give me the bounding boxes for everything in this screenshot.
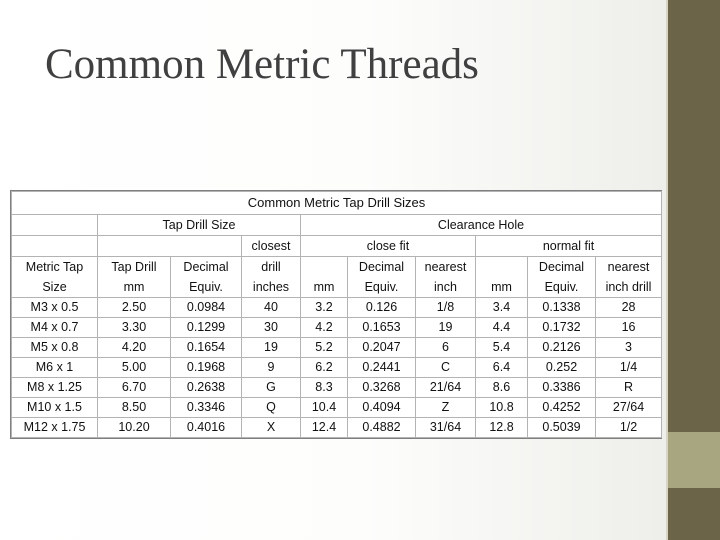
table-cell: 40	[242, 298, 301, 318]
header-blank-cell	[98, 236, 242, 257]
table-cell: 5.2	[301, 338, 348, 358]
tap-drill-table	[11, 191, 662, 438]
table-cell: 0.3346	[171, 398, 242, 418]
column-header-line-1: nearest	[424, 260, 467, 274]
table-row	[12, 298, 662, 318]
table-cell: 8.50	[98, 398, 171, 418]
table-cell: 6	[416, 338, 476, 358]
column-header	[98, 257, 171, 298]
table-row	[12, 378, 662, 398]
group-header-normal-fit: normal fit	[476, 236, 662, 257]
table-cell: C	[416, 358, 476, 378]
table-cell: 0.2126	[528, 338, 596, 358]
table-cell: 19	[242, 338, 301, 358]
table-cell: 16	[596, 318, 662, 338]
table-row	[12, 338, 662, 358]
table-cell: 0.4016	[171, 418, 242, 438]
side-decoration-bar	[666, 0, 720, 540]
table-cell: 0.2047	[348, 338, 416, 358]
table-cell: 1/8	[416, 298, 476, 318]
column-header-line-1	[301, 257, 347, 277]
column-header	[12, 257, 98, 298]
table-row	[12, 358, 662, 378]
table-caption-row	[12, 192, 662, 215]
table-cell: 0.252	[528, 358, 596, 378]
header-blank-cell	[12, 215, 98, 236]
table-cell: 5.4	[476, 338, 528, 358]
group-header-tap-drill: Tap Drill Size	[98, 215, 301, 236]
column-header-line-2: mm	[313, 280, 335, 294]
table-cell: 19	[416, 318, 476, 338]
table-cell: 0.1653	[348, 318, 416, 338]
table-cell: 0.1968	[171, 358, 242, 378]
table-cell: Z	[416, 398, 476, 418]
table-cell: X	[242, 418, 301, 438]
table-group-row-2	[12, 236, 662, 257]
group-header-close-fit: close fit	[301, 236, 476, 257]
column-header-line-2: mm	[123, 280, 145, 294]
tap-drill-table-frame	[10, 190, 662, 439]
table-cell: 31/64	[416, 418, 476, 438]
column-header-line-2: Equiv.	[189, 280, 223, 294]
table-cell: 0.1338	[528, 298, 596, 318]
table-cell: 6.70	[98, 378, 171, 398]
side-bar-accent-block	[668, 432, 720, 488]
table-cell: 4.20	[98, 338, 171, 358]
column-header-line-1: Metric Tap	[25, 260, 84, 274]
table-cell: 5.00	[98, 358, 171, 378]
table-cell: 3.2	[301, 298, 348, 318]
table-cell: 0.2638	[171, 378, 242, 398]
table-cell: 8.3	[301, 378, 348, 398]
table-cell: 3	[596, 338, 662, 358]
table-cell: 0.1732	[528, 318, 596, 338]
table-group-row-1	[12, 215, 662, 236]
column-header-line-2: mm	[491, 280, 512, 294]
table-cell: 28	[596, 298, 662, 318]
table-cell: 0.3386	[528, 378, 596, 398]
table-cell: 2.50	[98, 298, 171, 318]
table-cell: 10.8	[476, 398, 528, 418]
column-header-line-1	[476, 257, 527, 277]
table-caption: Common Metric Tap Drill Sizes	[12, 192, 662, 215]
table-row	[12, 398, 662, 418]
header-blank-cell	[12, 236, 98, 257]
column-header-line-1: Tap Drill	[111, 260, 157, 274]
column-header-line-1: Decimal	[358, 260, 405, 274]
table-column-header-row	[12, 257, 662, 298]
table-cell: 3.4	[476, 298, 528, 318]
table-cell: 0.2441	[348, 358, 416, 378]
table-cell: 0.126	[348, 298, 416, 318]
table-cell: M3 x 0.5	[12, 298, 98, 318]
table-cell: 9	[242, 358, 301, 378]
table-cell: 0.5039	[528, 418, 596, 438]
table-cell: 12.4	[301, 418, 348, 438]
column-header-line-2: Equiv.	[544, 280, 579, 294]
table-cell: M10 x 1.5	[12, 398, 98, 418]
table-cell: G	[242, 378, 301, 398]
column-header-line-1: Decimal	[538, 260, 585, 274]
column-header-line-2: inches	[252, 280, 290, 294]
table-cell: 4.4	[476, 318, 528, 338]
table-cell: 10.4	[301, 398, 348, 418]
table-cell: M6 x 1	[12, 358, 98, 378]
table-cell: 27/64	[596, 398, 662, 418]
column-header-line-2: Size	[42, 280, 67, 294]
table-cell: 0.1299	[171, 318, 242, 338]
column-header-line-2: inch drill	[605, 280, 652, 294]
table-cell: 0.4094	[348, 398, 416, 418]
column-header-line-1: Decimal	[183, 260, 229, 274]
table-cell: M12 x 1.75	[12, 418, 98, 438]
column-header-line-1: drill	[261, 260, 281, 274]
table-cell: 12.8	[476, 418, 528, 438]
group-header-closest: closest	[242, 236, 301, 257]
column-header	[416, 257, 476, 298]
table-cell: 4.2	[301, 318, 348, 338]
column-header	[528, 257, 596, 298]
table-cell: 0.4882	[348, 418, 416, 438]
group-header-clearance: Clearance Hole	[301, 215, 662, 236]
table-cell: M8 x 1.25	[12, 378, 98, 398]
table-cell: 0.4252	[528, 398, 596, 418]
column-header	[171, 257, 242, 298]
table-cell: 3.30	[98, 318, 171, 338]
column-header-line-1: nearest	[607, 260, 650, 274]
table-cell: 10.20	[98, 418, 171, 438]
table-body	[12, 298, 662, 438]
table-cell: 0.0984	[171, 298, 242, 318]
column-header	[596, 257, 662, 298]
table-cell: M5 x 0.8	[12, 338, 98, 358]
table-cell: 30	[242, 318, 301, 338]
column-header	[476, 257, 528, 298]
table-cell: Q	[242, 398, 301, 418]
column-header	[242, 257, 301, 298]
table-row	[12, 318, 662, 338]
table-cell: 0.3268	[348, 378, 416, 398]
column-header	[348, 257, 416, 298]
table-cell: 6.4	[476, 358, 528, 378]
table-cell: M4 x 0.7	[12, 318, 98, 338]
column-header-line-2: Equiv.	[364, 280, 399, 294]
table-row	[12, 418, 662, 438]
table-cell: R	[596, 378, 662, 398]
table-cell: 1/4	[596, 358, 662, 378]
table-cell: 8.6	[476, 378, 528, 398]
slide-title: Common Metric Threads	[45, 41, 479, 88]
column-header	[301, 257, 348, 298]
column-header-line-2: inch	[434, 280, 457, 294]
table-cell: 0.1654	[171, 338, 242, 358]
table-cell: 1/2	[596, 418, 662, 438]
table-cell: 6.2	[301, 358, 348, 378]
table-cell: 21/64	[416, 378, 476, 398]
